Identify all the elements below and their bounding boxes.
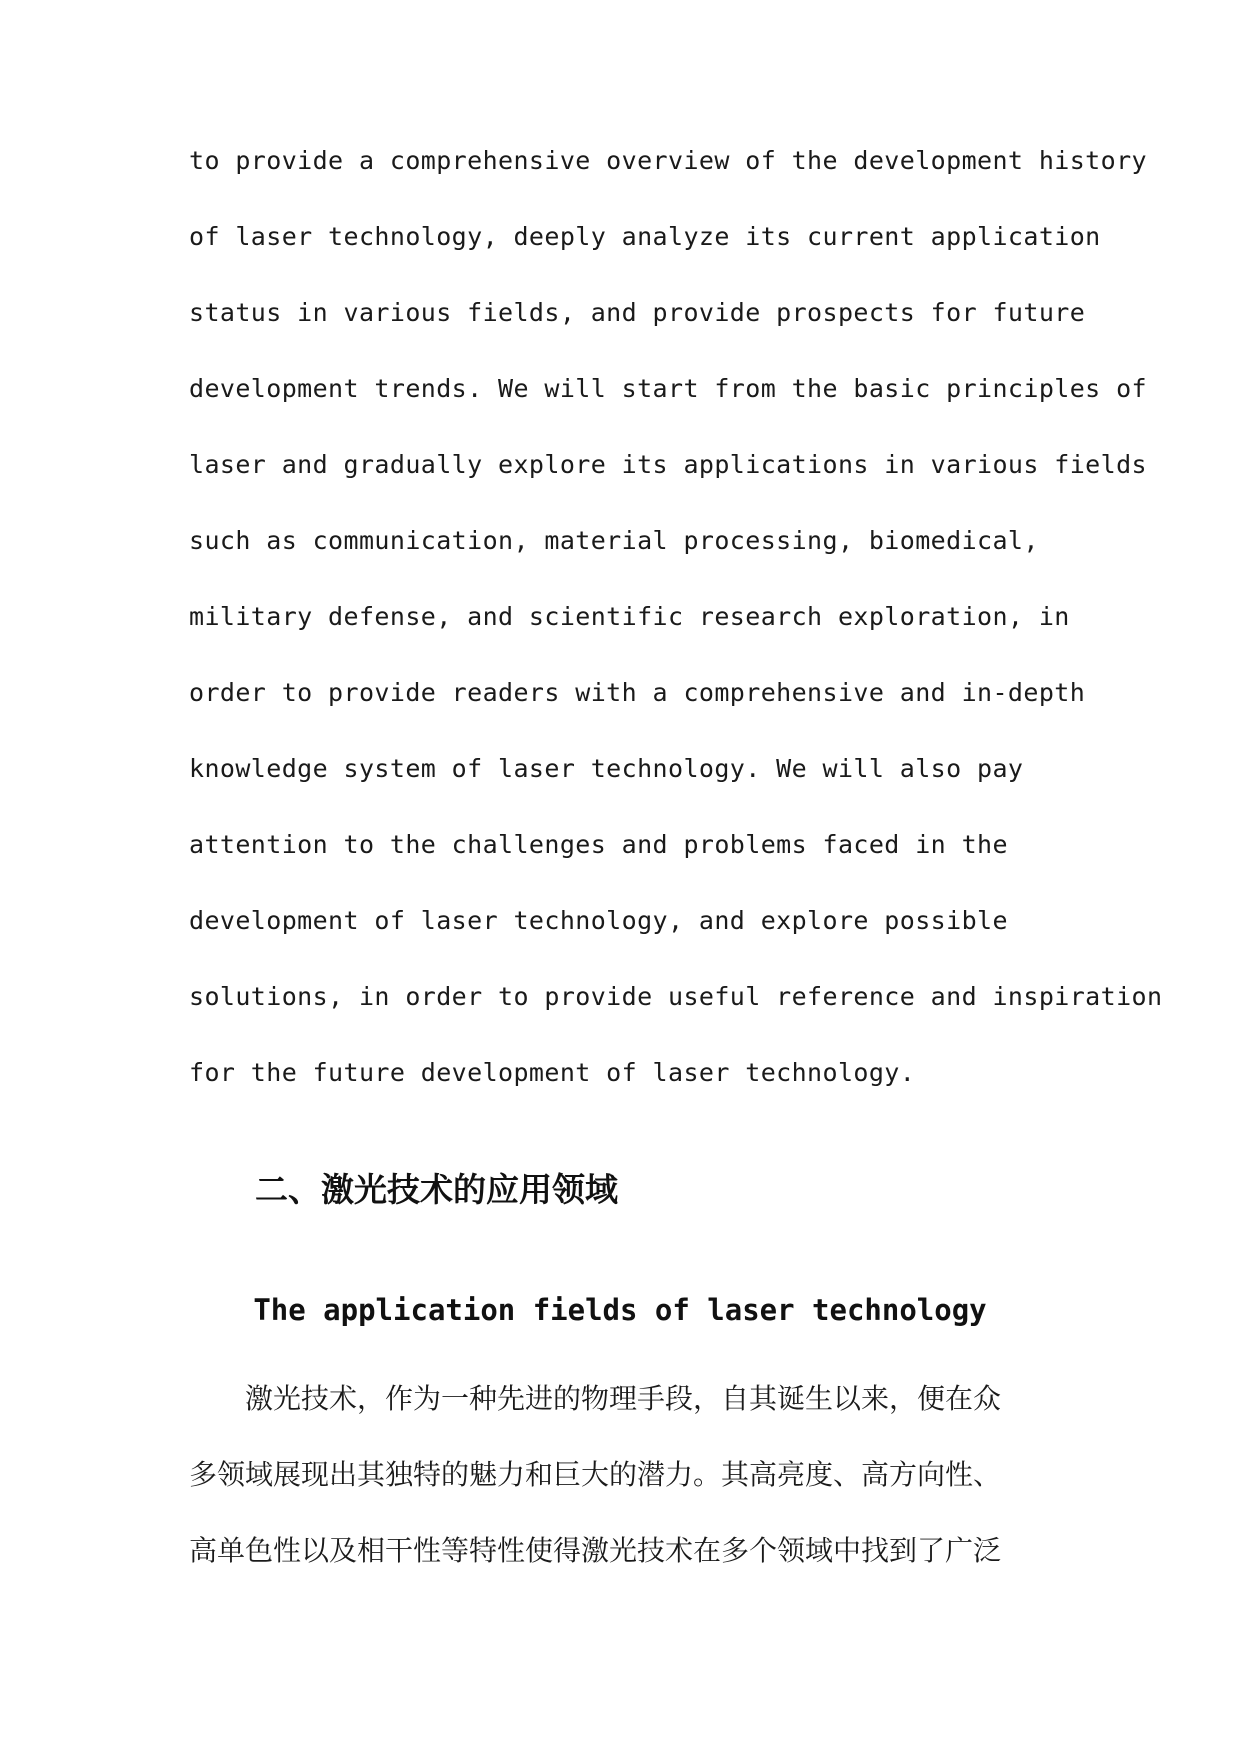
section-heading-en: The application fields of laser technology: [253, 1293, 987, 1327]
paragraph-line: to provide a comprehensive overview of the development history: [189, 146, 1147, 175]
body-paragraph-zh: [189, 1382, 1069, 1610]
paragraph-line: status in various fields, and provide prospects for future: [189, 298, 1086, 327]
paragraph-line: for the future development of laser technology.: [189, 1058, 916, 1087]
paragraph-line: of laser technology, deeply analyze its current application: [189, 222, 1101, 251]
paragraph-line: attention to the challenges and problems faced in the: [189, 830, 1008, 859]
paragraph-line: development of laser technology, and explore possible: [189, 906, 1008, 935]
paragraph-line: laser and gradually explore its applications in various fields: [189, 450, 1147, 479]
paragraph-line: such as communication, material processing, biomedical,: [189, 526, 1039, 555]
body-paragraph-en: [189, 146, 1163, 1134]
paragraph-line: 高单色性以及相干性等特性使得激光技术在多个领域中找到了广泛: [189, 1534, 1002, 1567]
paragraph-line: solutions, in order to provide useful reference and inspiration: [189, 982, 1163, 1011]
section-heading-zh: 二、激光技术的应用领域: [255, 1170, 618, 1209]
paragraph-line: development trends. We will start from the basic principles of: [189, 374, 1147, 403]
paragraph-line: order to provide readers with a comprehensive and in-depth: [189, 678, 1086, 707]
paragraph-line: 激光技术，作为一种先进的物理手段，自其诞生以来，便在众: [245, 1382, 1002, 1415]
paragraph-line: 多领域展现出其独特的魅力和巨大的潜力。其高亮度、高方向性、: [189, 1458, 1002, 1491]
paragraph-line: military defense, and scientific research exploration, in: [189, 602, 1070, 631]
paragraph-line: knowledge system of laser technology. We will also pay: [189, 754, 1024, 783]
